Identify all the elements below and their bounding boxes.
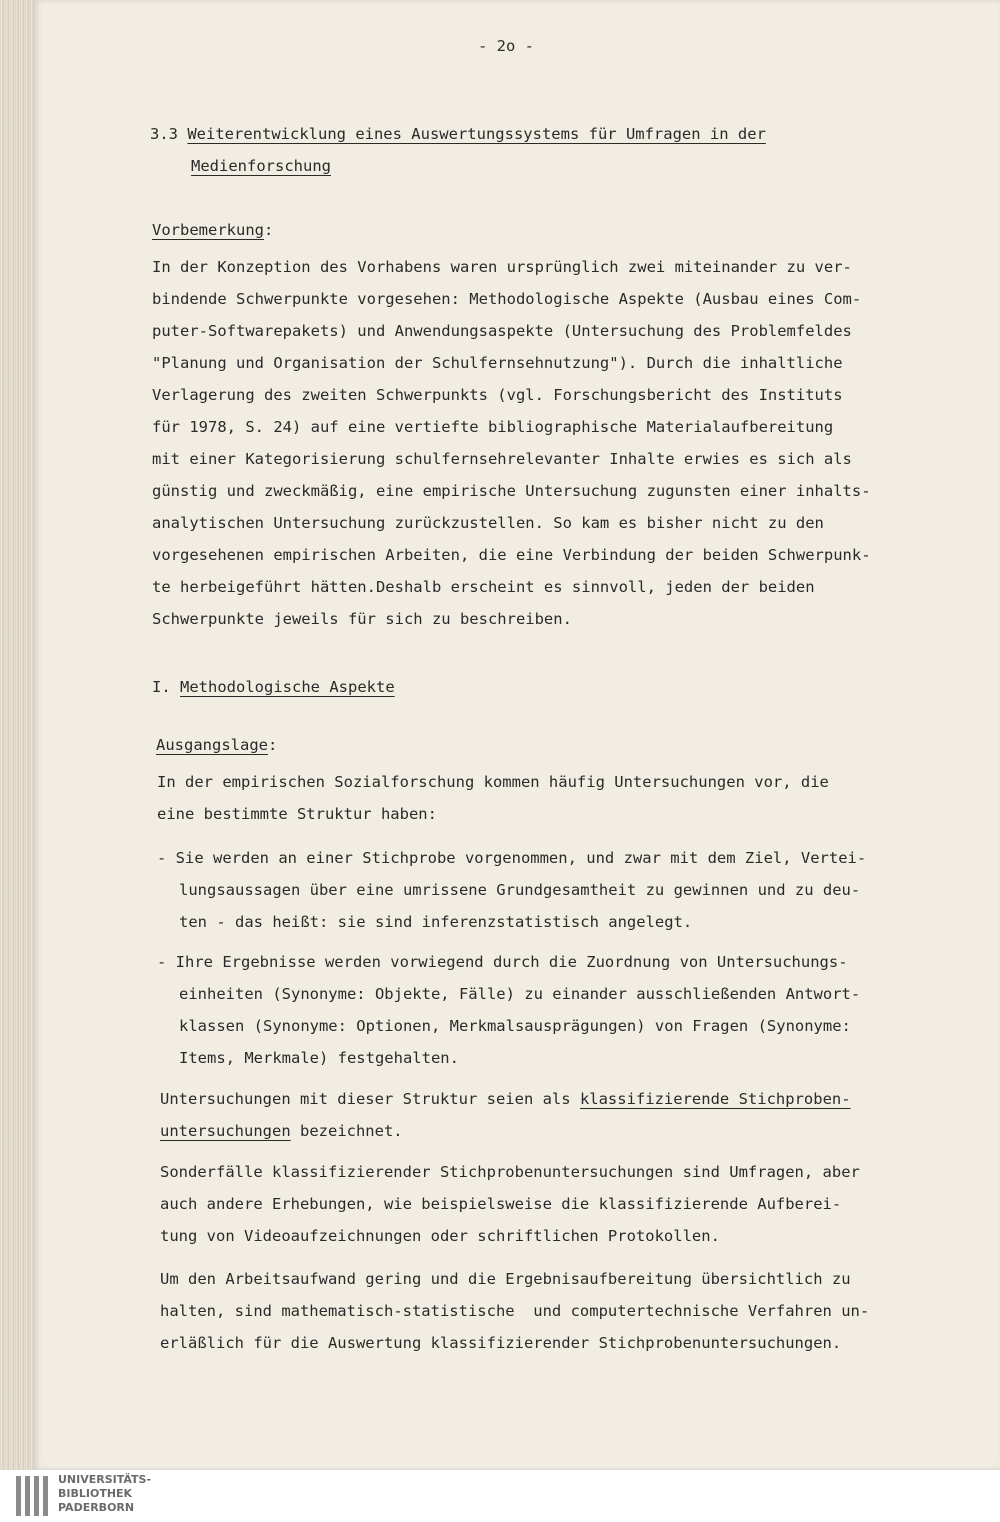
text-line: auch andere Erhebungen, wie beispielsweise die klassifizierende Aufberei- [160, 1195, 842, 1213]
section-heading [150, 118, 766, 182]
text-line: Verlagerung des zweiten Schwerpunkts (vgl. Forschungsbericht des Instituts [152, 386, 843, 404]
page-stack-edge [0, 0, 36, 1470]
text-line: günstig und zweckmäßig, eine empirische Untersuchung zugunsten einer inhalts- [152, 482, 871, 500]
bullet-item [157, 946, 860, 1074]
text-line: tung von Videoaufzeichnungen oder schriftlichen Protokollen. [160, 1227, 720, 1245]
text-line: "Planung und Organisation der Schulfernsehnutzung"). Durch die inhaltliche [152, 354, 843, 372]
arbeitsaufwand-paragraph [160, 1263, 869, 1359]
part1-heading: I. Methodologische Aspekte [152, 678, 395, 696]
definition-paragraph [160, 1083, 851, 1147]
text-line: Um den Arbeitsaufwand gering und die Ergebnisaufbereitung übersichtlich zu [160, 1270, 851, 1288]
text-line: lungsaussagen über eine umrissene Grundgesamtheit zu gewinnen und zu deu- [179, 881, 861, 899]
vorbemerkung-heading: Vorbemerkung: [152, 221, 274, 239]
text-line: ten - das heißt: sie sind inferenzstatistisch angelegt. [179, 913, 693, 931]
library-footer [0, 1470, 1000, 1522]
text-line: erläßlich für die Auswertung klassifizierender Stichprobenuntersuchungen. [160, 1334, 842, 1352]
text-line: Schwerpunkte jeweils für sich zu beschreiben. [152, 610, 572, 628]
text-line: Untersuchungen mit dieser Struktur seien als klassifizierende Stichproben- [160, 1090, 851, 1108]
text-line: eine bestimmte Struktur haben: [157, 805, 437, 823]
text-line: puter-Softwarepakets) und Anwendungsaspekte (Untersuchung des Problemfeldes [152, 322, 852, 340]
text-line: In der Konzeption des Vorhabens waren ursprünglich zwei miteinander zu ver- [152, 258, 852, 276]
text-line: analytischen Untersuchung zurückzustellen. So kam es bisher nicht zu den [152, 514, 824, 532]
intro-paragraph [157, 766, 829, 830]
page-number: - 2o - [478, 37, 534, 55]
sonderfaelle-paragraph [160, 1156, 860, 1252]
text-line: einheiten (Synonyme: Objekte, Fälle) zu einander ausschließenden Antwort- [179, 985, 861, 1003]
ausgangslage-heading: Ausgangslage: [156, 736, 278, 754]
text-line: - Sie werden an einer Stichprobe vorgenommen, und zwar mit dem Ziel, Vertei- [157, 849, 867, 867]
library-name: UNIVERSITÄTS- BIBLIOTHEK PADERBORN [58, 1473, 152, 1514]
library-logo-icon [14, 1474, 50, 1518]
section-title-line2: Medienforschung [191, 157, 331, 175]
text-line: für 1978, S. 24) auf eine vertiefte bibliographische Materialaufbereitung [152, 418, 834, 436]
text-line: klassen (Synonyme: Optionen, Merkmalsausprägungen) von Fragen (Synonyme: [179, 1017, 851, 1035]
section-title-line1: Weiterentwicklung eines Auswertungssystems für Umfragen in der [187, 125, 766, 143]
text-line: te herbeigeführt hätten.Deshalb erscheint es sinnvoll, jeden der beiden [152, 578, 815, 596]
text-line: - Ihre Ergebnisse werden vorwiegend durch die Zuordnung von Untersuchungs- [157, 953, 848, 971]
text-line: mit einer Kategorisierung schulfernsehrelevanter Inhalte erwies es sich als [152, 450, 852, 468]
vorbemerkung-paragraph [152, 251, 871, 635]
section-number: 3.3 [150, 125, 178, 143]
bullet-item [157, 842, 866, 938]
text-line: vorgesehenen empirischen Arbeiten, die eine Verbindung der beiden Schwerpunk- [152, 546, 871, 564]
text-line: untersuchungen bezeichnet. [160, 1122, 403, 1140]
defined-term: untersuchungen [160, 1122, 291, 1140]
text-line: halten, sind mathematisch-statistische und computertechnische Verfahren un- [160, 1302, 870, 1320]
text-line: In der empirischen Sozialforschung kommen häufig Untersuchungen vor, die [157, 773, 829, 791]
defined-term: klassifizierende Stichproben- [579, 1090, 851, 1108]
text-line: Items, Merkmale) festgehalten. [179, 1049, 459, 1067]
text-line: bindende Schwerpunkte vorgesehen: Methodologische Aspekte (Ausbau eines Com- [152, 290, 862, 308]
text-line: Sonderfälle klassifizierender Stichprobenuntersuchungen sind Umfragen, aber [160, 1163, 860, 1181]
